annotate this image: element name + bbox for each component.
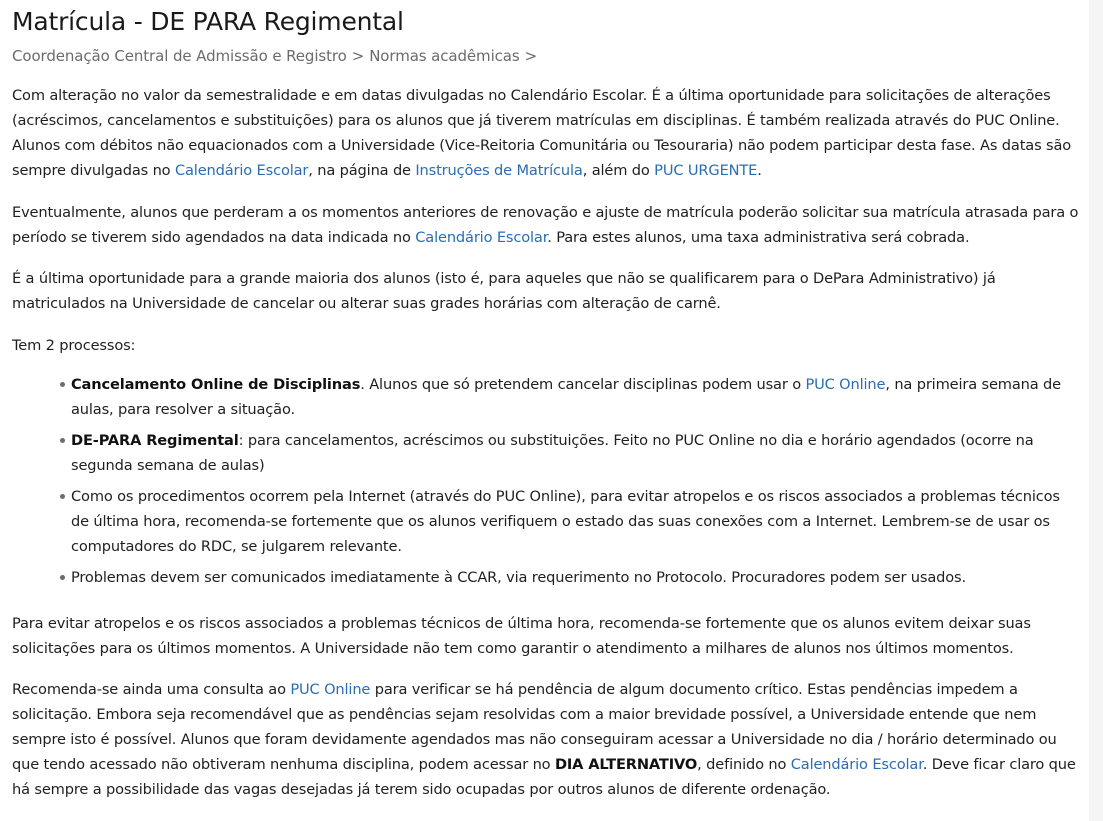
paragraph-2-text-b: . Para estes alunos, uma taxa administrativa será cobrada. [547, 229, 970, 246]
link-puc-online[interactable]: PUC Online [290, 681, 371, 698]
paragraph-1-text-b: , na página de [308, 162, 416, 179]
paragraph-6-text-a: Recomenda-se ainda uma consulta ao [12, 681, 291, 698]
list-item-text: , na primeira semana de aulas, para resolver a situação. [71, 376, 1061, 418]
breadcrumb-separator: > [351, 47, 365, 65]
list-item [12, 428, 1080, 478]
link-puc-online[interactable]: PUC Online [805, 376, 886, 393]
link-calendario-escolar[interactable]: Calendário Escolar [790, 756, 923, 773]
breadcrumb-item-ccar[interactable]: Coordenação Central de Admissão e Registro [12, 47, 347, 65]
paragraph-1-text-a: Com alteração no valor da semestralidade e em datas divulgadas no Calendário Escolar. É a última oportunidade para solicitações de alterações (acréscimos, cancelamentos e substituições) para os alunos que já tiverem matrículas em disciplinas. É também realizada através do PUC Online. Alunos com débitos não equacionados com a Universidade (Vice-Reitoria Comunitária ou Tesouraria) não podem participar desta fase. As datas são sempre divulgadas no [12, 87, 1072, 179]
paragraph-1-text-c: , além do [582, 162, 655, 179]
link-calendario-escolar[interactable]: Calendário Escolar [174, 162, 309, 179]
paragraph-2-text-a: Eventualmente, alunos que perderam a os momentos anteriores de renovação e ajuste de matrícula poderão solicitar sua matrícula atrasada para o período se tiverem sido agendados na data indicada no [12, 204, 1079, 246]
link-calendario-escolar[interactable]: Calendário Escolar [415, 229, 548, 246]
breadcrumb-separator: > [524, 47, 538, 65]
scrollbar[interactable] [1089, 0, 1103, 821]
dia-alternativo-bold: DIA ALTERNATIVO [554, 756, 698, 773]
link-puc-urgente[interactable]: PUC URGENTE [654, 162, 758, 179]
list-item: Problemas devem ser comunicados imediatamente à CCAR, via requerimento no Protocolo. Procuradores podem ser usados. [12, 565, 1080, 590]
link-instrucoes-matricula[interactable]: Instruções de Matrícula [415, 162, 583, 179]
list-item-text: . Alunos que só pretendem cancelar disciplinas podem usar o [360, 376, 806, 393]
breadcrumb [12, 45, 1080, 67]
list-item: Como os procedimentos ocorrem pela Internet (através do PUC Online), para evitar atropelos e os riscos associados a problemas técnicos de última hora, recomenda-se fortemente que os alunos verifiquem o estado das suas conexões com a Internet. Lembrem-se de usar os computadores do RDC, se julgarem relevante. [12, 484, 1080, 559]
list-item-bold: DE-PARA Regimental [71, 432, 239, 449]
paragraph-6-text-c: , definido no [697, 756, 791, 773]
paragraph-3: É a última oportunidade para a grande maioria dos alunos (isto é, para aqueles que não se qualificarem para o DePara Administrativo) já matriculados na Universidade de cancelar ou alterar suas grades horárias com alteração de carnê. [12, 270, 996, 312]
page-container [12, 0, 1080, 798]
breadcrumb-item-normas[interactable]: Normas acadêmicas [369, 47, 520, 65]
process-list [12, 372, 1080, 596]
page-title: Matrícula - DE PARA Regimental [12, 7, 404, 36]
paragraph-2 [12, 200, 1080, 250]
paragraph-1 [12, 83, 1080, 183]
list-item-text: : para cancelamentos, acréscimos ou substituições. Feito no PUC Online no dia e horário agendados (ocorre na segunda semana de aulas) [71, 432, 1034, 474]
paragraph-6-text-d: . Deve ficar claro que há sempre a possibilidade das vagas desejadas já terem sido ocupadas por outros alunos de diferente ordenação. [12, 756, 1076, 798]
paragraph-4: Tem 2 processos: [12, 337, 136, 354]
paragraph-6-text-b: para verificar se há pendência de algum documento crítico. Estas pendências impedem a solicitação. Embora seja recomendável que as pendências sejam resolvidas com a maior brevidade possível, a Universidade entende que nem sempre isto é possível. Alunos que foram devidamente agendados mas não conseguiram acessar a Universidade no dia / horário determinado ou que tendo acessado não obtiveram nenhuma disciplina, podem acessar no [12, 681, 1057, 773]
paragraph-6 [12, 677, 1080, 802]
paragraph-5: Para evitar atropelos e os riscos associados a problemas técnicos de última hora, recomenda-se fortemente que os alunos evitem deixar suas solicitações para os últimos momentos. A Universidade não tem como garantir o atendimento a milhares de alunos nos últimos momentos. [12, 615, 1031, 657]
list-item [12, 372, 1080, 422]
list-item-bold: Cancelamento Online de Disciplinas [71, 376, 361, 393]
paragraph-1-text-d: . [757, 162, 762, 179]
